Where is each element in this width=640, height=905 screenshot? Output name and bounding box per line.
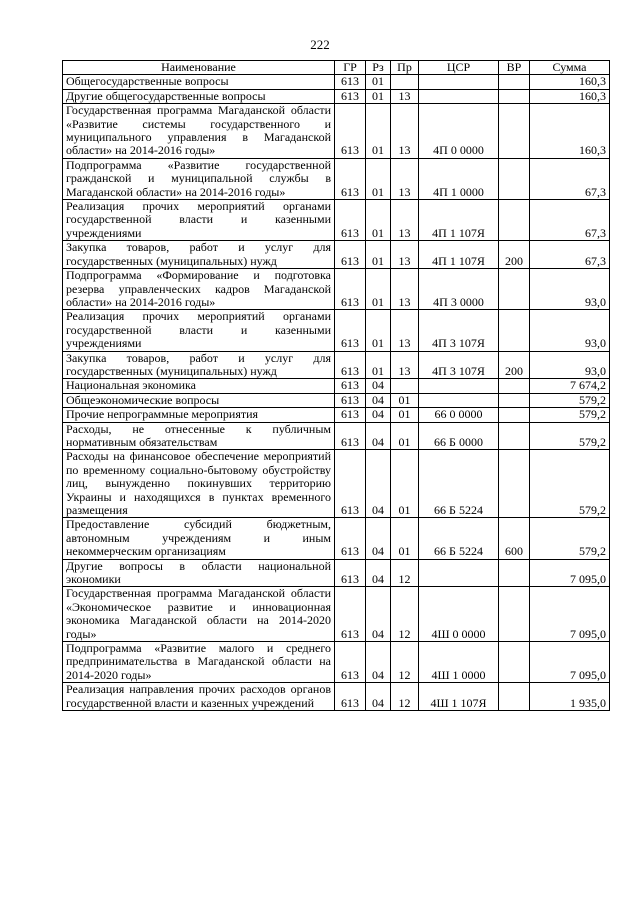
cell-gr: 613: [335, 408, 366, 422]
cell-sum: 1 935,0: [530, 683, 610, 711]
cell-rz: 04: [366, 559, 391, 587]
table-row: [63, 75, 610, 89]
cell-gr: 613: [335, 450, 366, 518]
table-row: [63, 393, 610, 407]
cell-pr: 12: [391, 587, 419, 642]
cell-csr: 4Ш 1 107Я: [419, 683, 499, 711]
cell-name: Подпрограмма «Формирование и подготовка резерва управленческих кадров Магаданской области» на 2014-2016 годы»: [63, 269, 335, 310]
cell-csr: 66 Б 0000: [419, 422, 499, 450]
table-row: [63, 559, 610, 587]
cell-csr: 66 Б 5224: [419, 518, 499, 559]
cell-gr: 613: [335, 104, 366, 159]
budget-table: [62, 60, 610, 711]
cell-name: Расходы на финансовое обеспечение мероприятий по временному социально-бытовому обустройству лиц, вынужденно покинувших территорию Украины и находящихся в пунктах временного размещения: [63, 450, 335, 518]
cell-csr: 4Ш 0 0000: [419, 587, 499, 642]
cell-pr: [391, 75, 419, 89]
cell-csr: 4П 0 0000: [419, 104, 499, 159]
cell-pr: 01: [391, 422, 419, 450]
cell-gr: 613: [335, 559, 366, 587]
cell-csr: 4П 1 107Я: [419, 241, 499, 269]
cell-rz: 01: [366, 200, 391, 241]
header-vr: ВР: [499, 61, 530, 75]
cell-name: Расходы, не отнесенные к публичным нормативным обязательствам: [63, 422, 335, 450]
header-gr: ГР: [335, 61, 366, 75]
table-row: [63, 310, 610, 351]
cell-gr: 613: [335, 75, 366, 89]
cell-sum: 93,0: [530, 310, 610, 351]
cell-gr: 613: [335, 422, 366, 450]
table-row: [63, 422, 610, 450]
cell-gr: 613: [335, 518, 366, 559]
cell-sum: 67,3: [530, 241, 610, 269]
cell-rz: 04: [366, 393, 391, 407]
cell-rz: 01: [366, 104, 391, 159]
cell-sum: 579,2: [530, 518, 610, 559]
cell-rz: 01: [366, 241, 391, 269]
cell-vr: 600: [499, 518, 530, 559]
cell-sum: 7 095,0: [530, 587, 610, 642]
cell-rz: 04: [366, 450, 391, 518]
cell-csr: 66 Б 5224: [419, 450, 499, 518]
cell-sum: 160,3: [530, 89, 610, 103]
cell-name: Общеэкономические вопросы: [63, 393, 335, 407]
cell-sum: 160,3: [530, 104, 610, 159]
cell-rz: 04: [366, 379, 391, 393]
table-row: [63, 450, 610, 518]
header-name: Наименование: [63, 61, 335, 75]
cell-pr: 01: [391, 450, 419, 518]
cell-name: Закупка товаров, работ и услуг для государственных (муниципальных) нужд: [63, 351, 335, 379]
cell-sum: 7 674,2: [530, 379, 610, 393]
table-row: [63, 683, 610, 711]
cell-vr: [499, 75, 530, 89]
table-row: [63, 351, 610, 379]
cell-pr: 13: [391, 269, 419, 310]
cell-gr: 613: [335, 351, 366, 379]
cell-name: Подпрограмма «Развитие малого и среднего предпринимательства в Магаданской области на 2014-2020 годы»: [63, 642, 335, 683]
cell-gr: 613: [335, 310, 366, 351]
cell-pr: 13: [391, 89, 419, 103]
cell-gr: 613: [335, 269, 366, 310]
cell-gr: 613: [335, 683, 366, 711]
cell-gr: 613: [335, 200, 366, 241]
cell-name: Другие вопросы в области национальной экономики: [63, 559, 335, 587]
table-row: [63, 642, 610, 683]
cell-pr: 13: [391, 310, 419, 351]
table-row: [63, 104, 610, 159]
header-csr: ЦСР: [419, 61, 499, 75]
cell-sum: 67,3: [530, 158, 610, 199]
page-number: 222: [310, 37, 330, 52]
cell-rz: 01: [366, 310, 391, 351]
cell-rz: 04: [366, 422, 391, 450]
cell-sum: 7 095,0: [530, 642, 610, 683]
table-row: [63, 379, 610, 393]
cell-csr: 66 0 0000: [419, 408, 499, 422]
cell-rz: 04: [366, 587, 391, 642]
table-row: [63, 269, 610, 310]
cell-pr: 13: [391, 104, 419, 159]
cell-gr: 613: [335, 393, 366, 407]
cell-name: Реализация направления прочих расходов органов государственной власти и казенных учреждений: [63, 683, 335, 711]
cell-sum: 579,2: [530, 408, 610, 422]
table-row: [63, 241, 610, 269]
cell-pr: 13: [391, 158, 419, 199]
cell-pr: 12: [391, 642, 419, 683]
cell-name: Реализация прочих мероприятий органами государственной власти и казенными учреждениями: [63, 310, 335, 351]
header-sum: Сумма: [530, 61, 610, 75]
cell-vr: [499, 683, 530, 711]
cell-pr: 01: [391, 393, 419, 407]
cell-gr: 613: [335, 379, 366, 393]
cell-vr: [499, 450, 530, 518]
cell-pr: [391, 379, 419, 393]
cell-name: Государственная программа Магаданской области «Развитие системы государственного и муниципального управления в Магаданской области» на 2014-2016 годы»: [63, 104, 335, 159]
cell-pr: 12: [391, 683, 419, 711]
cell-vr: [499, 408, 530, 422]
cell-vr: 200: [499, 351, 530, 379]
cell-csr: 4П 1 107Я: [419, 200, 499, 241]
cell-csr: [419, 559, 499, 587]
cell-rz: 01: [366, 158, 391, 199]
table-row: [63, 518, 610, 559]
cell-vr: [499, 422, 530, 450]
cell-pr: 01: [391, 518, 419, 559]
cell-pr: 13: [391, 351, 419, 379]
cell-sum: 579,2: [530, 393, 610, 407]
cell-pr: 13: [391, 200, 419, 241]
cell-gr: 613: [335, 89, 366, 103]
header-pr: Пр: [391, 61, 419, 75]
cell-rz: 04: [366, 642, 391, 683]
cell-csr: [419, 379, 499, 393]
cell-vr: [499, 89, 530, 103]
cell-sum: 160,3: [530, 75, 610, 89]
cell-name: Предоставление субсидий бюджетным, автономным учреждениям и иным некоммерческим организациям: [63, 518, 335, 559]
cell-vr: [499, 559, 530, 587]
table-row: [63, 89, 610, 103]
cell-sum: 579,2: [530, 422, 610, 450]
cell-name: Закупка товаров, работ и услуг для государственных (муниципальных) нужд: [63, 241, 335, 269]
cell-sum: 67,3: [530, 200, 610, 241]
cell-sum: 7 095,0: [530, 559, 610, 587]
cell-rz: 01: [366, 351, 391, 379]
cell-name: Национальная экономика: [63, 379, 335, 393]
cell-vr: 200: [499, 241, 530, 269]
cell-csr: 4П 3 107Я: [419, 310, 499, 351]
cell-name: Подпрограмма «Развитие государственной гражданской и муниципальной службы в Магаданской области» на 2014-2016 годы»: [63, 158, 335, 199]
cell-csr: [419, 393, 499, 407]
cell-rz: 01: [366, 269, 391, 310]
cell-vr: [499, 200, 530, 241]
cell-csr: 4П 3 0000: [419, 269, 499, 310]
cell-csr: [419, 75, 499, 89]
cell-pr: 01: [391, 408, 419, 422]
cell-gr: 613: [335, 642, 366, 683]
cell-sum: 579,2: [530, 450, 610, 518]
cell-vr: [499, 158, 530, 199]
cell-vr: [499, 310, 530, 351]
cell-rz: 04: [366, 683, 391, 711]
cell-name: Государственная программа Магаданской области «Экономическое развитие и инновационная экономика Магаданской области на 2014-2020 годы»: [63, 587, 335, 642]
cell-vr: [499, 393, 530, 407]
table-header-row: [63, 61, 610, 75]
cell-rz: 04: [366, 518, 391, 559]
cell-csr: 4П 1 0000: [419, 158, 499, 199]
cell-vr: [499, 269, 530, 310]
cell-pr: 13: [391, 241, 419, 269]
cell-gr: 613: [335, 587, 366, 642]
cell-rz: 01: [366, 75, 391, 89]
cell-name: Общегосударственные вопросы: [63, 75, 335, 89]
cell-vr: [499, 587, 530, 642]
cell-vr: [499, 379, 530, 393]
cell-gr: 613: [335, 241, 366, 269]
cell-sum: 93,0: [530, 351, 610, 379]
cell-vr: [499, 642, 530, 683]
cell-name: Реализация прочих мероприятий органами государственной власти и казенными учреждениями: [63, 200, 335, 241]
table-row: [63, 408, 610, 422]
cell-gr: 613: [335, 158, 366, 199]
cell-name: Прочие непрограммные мероприятия: [63, 408, 335, 422]
table-row: [63, 158, 610, 199]
cell-sum: 93,0: [530, 269, 610, 310]
header-rz: Рз: [366, 61, 391, 75]
cell-rz: 01: [366, 89, 391, 103]
table-row: [63, 587, 610, 642]
cell-csr: [419, 89, 499, 103]
table-row: [63, 200, 610, 241]
cell-name: Другие общегосударственные вопросы: [63, 89, 335, 103]
cell-rz: 04: [366, 408, 391, 422]
cell-pr: 12: [391, 559, 419, 587]
cell-vr: [499, 104, 530, 159]
cell-csr: 4П 3 107Я: [419, 351, 499, 379]
cell-csr: 4Ш 1 0000: [419, 642, 499, 683]
